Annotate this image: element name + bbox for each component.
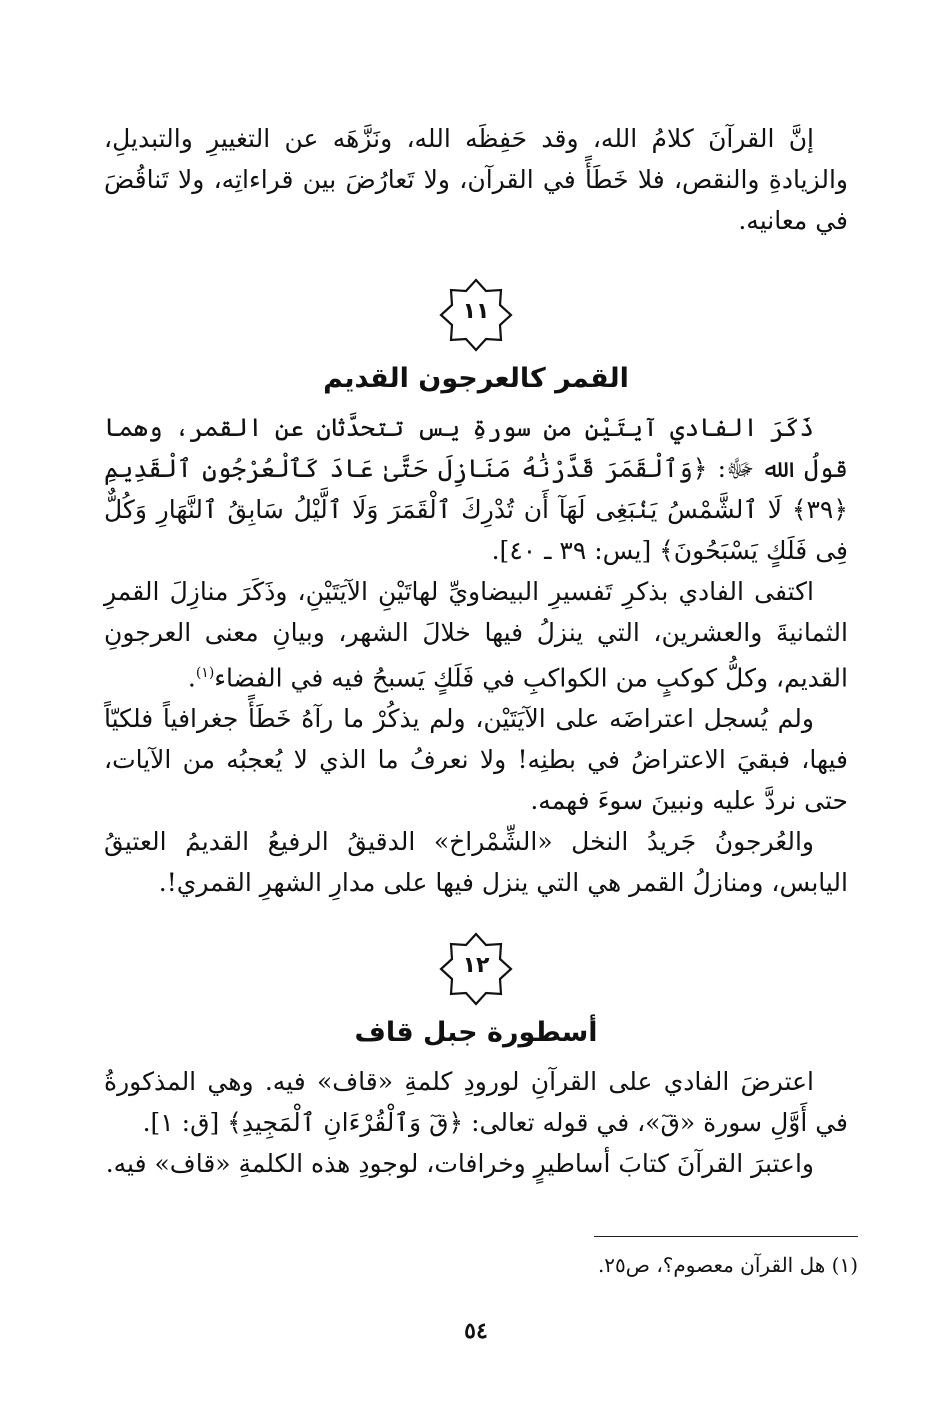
section-11-paragraph-1: ذَكَرَ الفادي آيتَيْنِ من سورةِ يس تتحدَّثان عن القمر، وهما قولُ الله ﷻ: ﴿وَٱلْقَمَرَ قَدَّرْنَٰهُ مَنَازِلَ حَتَّىٰ عَادَ كَٱلْعُرْجُونِ ٱلْقَدِيمِ ﴿٣٩﴾ لَا ٱلشَّمْسُ يَنۢبَغِى لَهَآ أَن تُدْرِكَ ٱلْقَمَرَ وَلَا ٱلَّيْلُ سَابِقُ ٱلنَّهَارِ وَكُلٌّ فِى فَلَكٍ يَسْبَحُونَ﴾ [يس: ٣٩ ـ ٤٠]. (104, 413, 848, 565)
intro-paragraph: إنَّ القرآنَ كلامُ الله، وقد حَفِظَه الله، ونَزَّهَه عن التغييرِ والتبديلِ، والزيادةِ والنقص، فلا خَطَأً في القرآن، ولا تَعارُضَ بين قراءاتِه، ولا تَناقُضَ في معانيه. (104, 124, 848, 235)
section-12-badge (438, 931, 514, 1007)
footnote-text: هل القرآن معصوم؟، ص٢٥. (597, 1253, 826, 1277)
footnote-ref-1[interactable]: (١) (195, 665, 215, 681)
section-12-number: ١٢ (462, 953, 490, 979)
section-11-paragraph-4: والعُرجونُ جَريدُ النخل «الشِّمْراخ» الدقيقُ الرفيعُ القديمُ العتيقُ اليابس، ومنازلُ القمر هي التي ينزل فيها على مدارِ الشهرِ القمري!. (104, 827, 848, 898)
footnote-divider (594, 1236, 858, 1237)
footnote (114, 1250, 858, 1280)
section-12-title: أسطورة جبل قاف (354, 1017, 598, 1049)
section-11-badge (438, 277, 514, 353)
section-11-number: ١١ (462, 299, 490, 324)
section-11-paragraph-2-end: . (187, 663, 196, 693)
section-11-paragraph-3: ولم يُسجل اعتراضَه على الآيَتَيْن، ولم يذكُرْ ما رآهُ خَطَأً جغرافياً فلكيّاً فيها، فبقيَ الاعتراضُ في بطنِه! ولا نعرفُ ما الذي لا يُعجبُه من الآيات، حتى نردَّ عليه ونبينَ سوءَ فهمه. (104, 704, 848, 816)
section-11-paragraph-2 (104, 571, 848, 698)
page-body (104, 118, 848, 1184)
section-11-title: القمر كالعرجون القديم (323, 363, 629, 394)
section-12-paragraph-2: واعتبرَ القرآنَ كتابَ أساطيرٍ وخرافات، لوجودِ هذه الكلمةِ «قاف» فيه. (105, 1149, 814, 1179)
section-12-paragraph-1: اعترضَ الفادي على القرآنِ لورودِ كلمةِ «قاف» فيه. وهي المذكورةُ في أَوَّلِ سورة «قٓ»، في قوله تعالى: ﴿قٓ وَٱلْقُرْءَانِ ٱلْمَجِيدِ﴾ [ق: ١]. (104, 1067, 848, 1138)
section-11-paragraph-2-text: اكتفى الفادي بذكرِ تَفسيرِ البيضاويِّ لهاتَيْنِ الآيَتَيْنِ، وذَكَرَ منازِلَ القمرِ الثمانيةَ والعشرين، التي ينزلُ فيها خلالَ الشهر، وبيانِ معنى العرجونِ القديم، وكلُّ كوكبٍ من الكواكبِ في فَلَكٍ يَسبحُ فيه في الفضاء (104, 577, 848, 693)
page-number: ٥٤ (464, 1318, 488, 1344)
footnote-marker: (١) (831, 1253, 858, 1277)
